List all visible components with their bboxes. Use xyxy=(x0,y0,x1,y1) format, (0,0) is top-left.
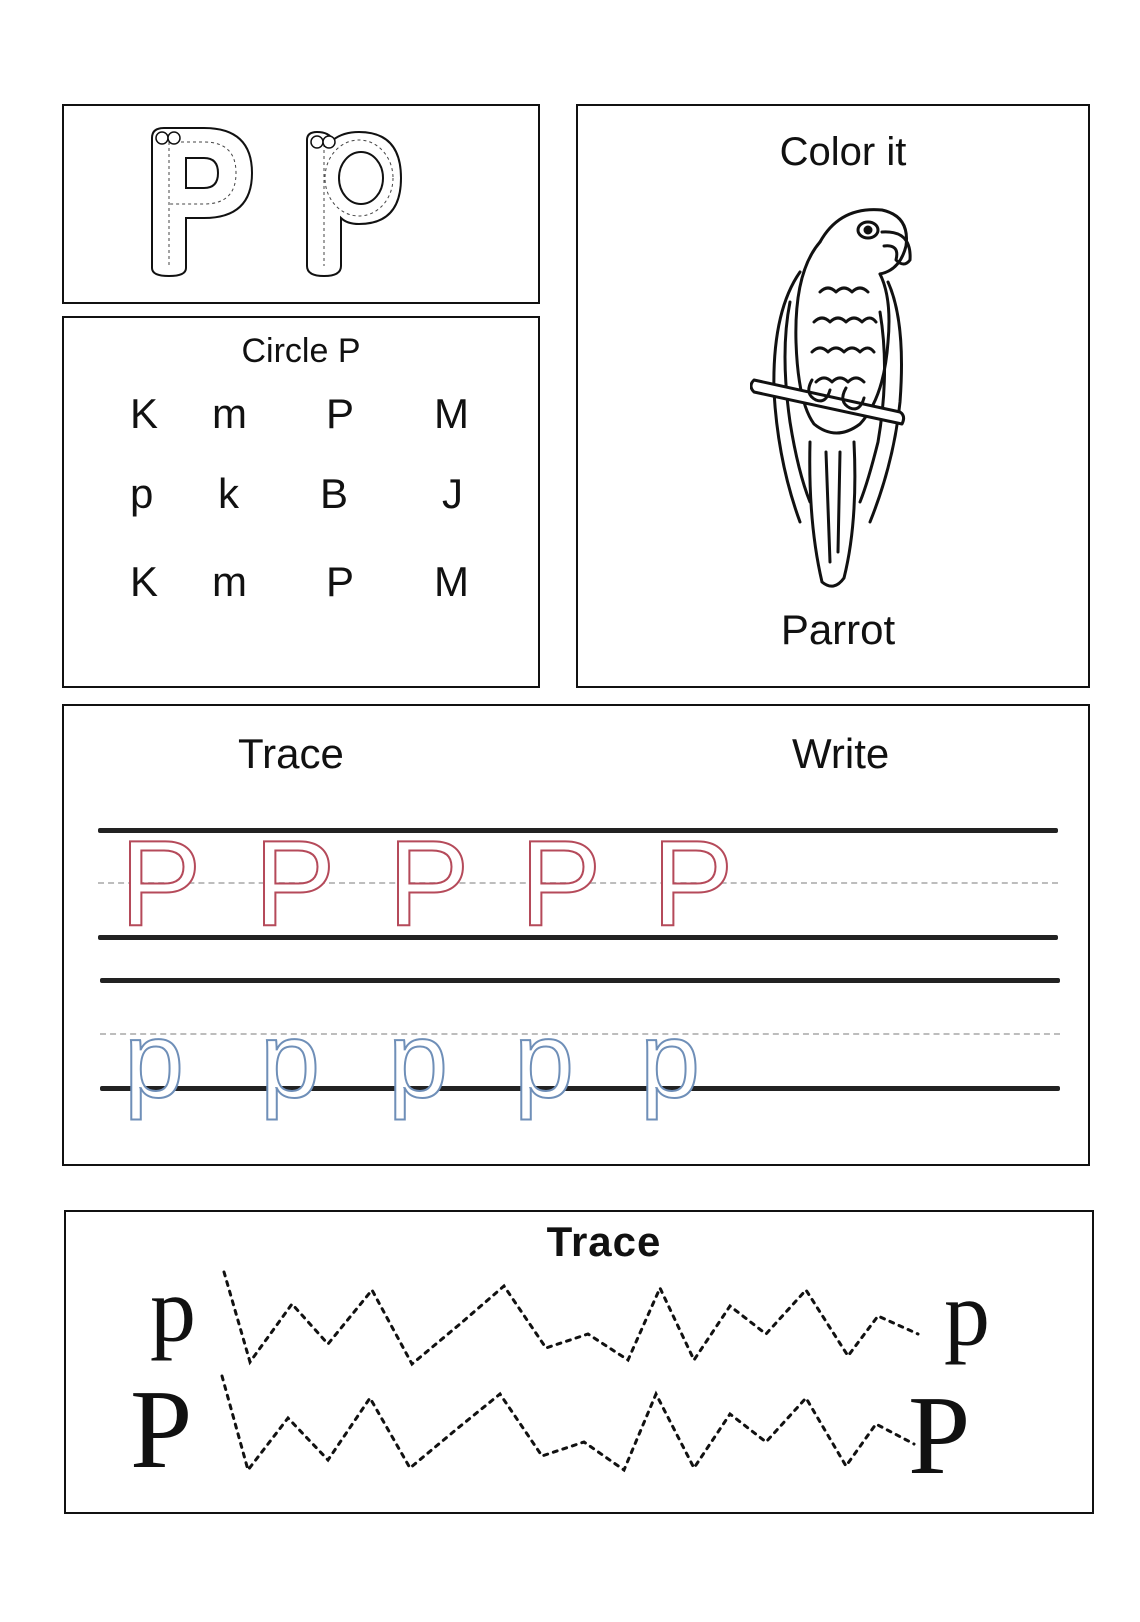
zigzag-trace-paths[interactable] xyxy=(66,1212,1092,1512)
letter-cell[interactable]: M xyxy=(434,558,469,605)
trace-letter[interactable]: p xyxy=(388,999,449,1120)
trace-letter[interactable]: p xyxy=(514,999,575,1120)
write-label: Write xyxy=(792,730,890,777)
parrot-illustration[interactable] xyxy=(750,202,930,592)
trace-letter[interactable]: p xyxy=(260,999,321,1120)
trace-letter[interactable]: P xyxy=(652,815,734,951)
trace-write-box xyxy=(62,704,1090,1166)
trace-letter[interactable]: P xyxy=(120,815,202,951)
trace-label: Trace xyxy=(238,730,344,777)
row2-start-letter: P xyxy=(130,1368,193,1492)
letter-cell[interactable]: M xyxy=(434,390,469,437)
zigzag-path-row2 xyxy=(222,1376,914,1470)
row1-end-letter: p xyxy=(944,1263,990,1365)
zigzag-path-row1 xyxy=(224,1272,918,1364)
zigzag-section-title: Trace xyxy=(546,1218,662,1265)
trace-letter[interactable]: p xyxy=(124,999,185,1120)
letter-cell[interactable]: m xyxy=(212,558,247,605)
trace-letter[interactable]: p xyxy=(640,999,701,1120)
color-section-title: Color it xyxy=(779,130,907,174)
letter-header-box xyxy=(62,104,540,304)
trace-letter[interactable]: P xyxy=(520,815,602,951)
trace-letter[interactable]: P xyxy=(388,815,470,951)
letter-cell[interactable]: J xyxy=(442,470,463,517)
trace-letter[interactable]: P xyxy=(254,815,336,951)
row2-end-letter: P xyxy=(908,1374,971,1498)
letter-cell[interactable]: p xyxy=(130,470,154,517)
stroke-guide-letters xyxy=(64,106,538,302)
circle-letter-box xyxy=(62,316,540,688)
letter-cell[interactable]: B xyxy=(320,470,349,517)
lower-trace-row xyxy=(64,706,1088,1164)
color-it-box xyxy=(576,104,1090,688)
parrot-caption: Parrot xyxy=(780,606,896,653)
uppercase-p-guide xyxy=(152,128,252,276)
letter-cell[interactable]: P xyxy=(326,390,355,437)
letter-cell[interactable]: k xyxy=(218,470,239,517)
letter-cell[interactable]: P xyxy=(326,558,355,605)
letter-cell[interactable]: K xyxy=(130,390,159,437)
letter-grid xyxy=(64,318,538,686)
zigzag-trace-box xyxy=(64,1210,1094,1514)
row1-start-letter: p xyxy=(150,1259,196,1361)
letter-cell[interactable]: m xyxy=(212,390,247,437)
circle-section-title: Circle P xyxy=(241,332,361,370)
lowercase-p-guide xyxy=(307,132,401,276)
letter-cell[interactable]: K xyxy=(130,558,159,605)
